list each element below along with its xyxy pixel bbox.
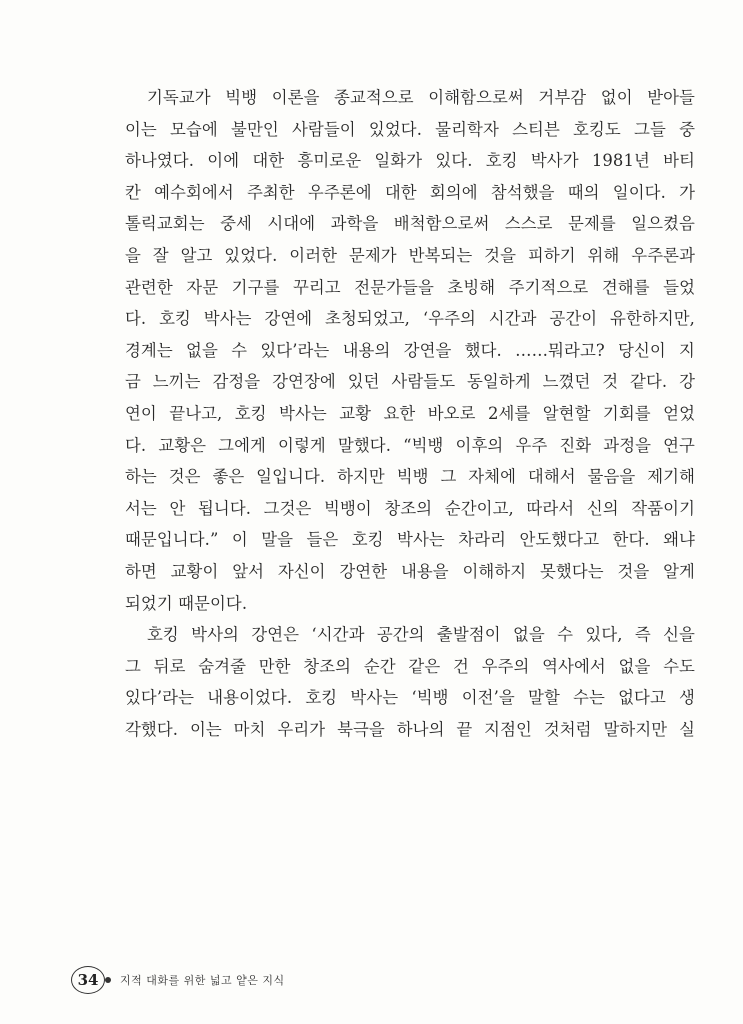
book-title: 지적 대화를 위한 넓고 얕은 지식 [120, 974, 285, 987]
text-line: 칸 예수회에서 주최한 우주론에 대한 회의에 참석했을 때의 일이다. 가 [125, 182, 695, 202]
text-line: 톨릭교회는 중세 시대에 과학을 배척함으로써 스스로 문제를 일으켰음 [125, 214, 695, 234]
text-line: 기독교가 빅뱅 이론을 종교적으로 이해함으로써 거부감 없이 받아들 [147, 88, 695, 107]
text-line: 서는 안 됩니다. 그것은 빅뱅이 창조의 순간이고, 따라서 신의 작품이기 [125, 498, 695, 518]
text-line: 다. 호킹 박사는 강연에 초청되었고, ‘우주의 시간과 공간이 유한하지만, [125, 309, 695, 329]
page-footer [71, 965, 285, 995]
text-line: 관련한 자문 기구를 꾸리고 전문가들을 초빙해 주기적으로 견해를 들었 [125, 277, 695, 297]
text-line: 때문입니다.” 이 말을 들은 호킹 박사는 차라리 안도했다고 한다. 왜냐 [125, 530, 695, 550]
text-line: 경계는 없을 수 있다’라는 내용의 강연을 했다. ……뭐라고? 당신이 지 [125, 340, 695, 360]
text-line: 호킹 박사의 강연은 ‘시간과 공간의 출발점이 없을 수 있다, 즉 신을 [147, 625, 695, 645]
text-line: 다. 교황은 그에게 이렇게 말했다. “빅뱅 이후의 우주 진화 과정을 연구 [125, 435, 695, 455]
text-line: 하는 것은 좋은 일입니다. 하지만 빅뱅 그 자체에 대해서 물음을 제기해 [125, 467, 695, 487]
text-line: 이는 모습에 불만인 사람들이 있었다. 물리학자 스티븐 호킹도 그들 중 [125, 119, 695, 139]
text-line: 되었기 때문이다. [125, 593, 248, 613]
text-line: 각했다. 이는 마치 우리가 북극을 하나의 끝 지점인 것처럼 말하지만 실 [125, 720, 695, 739]
text-line: 있다’라는 내용이었다. 호킹 박사는 ‘빅뱅 이전’을 말할 수는 없다고 생 [125, 688, 695, 708]
bullet-dot-icon [105, 977, 111, 983]
text-line: 하나였다. 이에 대한 흥미로운 일화가 있다. 호킹 박사가 1981년 바티 [125, 151, 695, 171]
page-number: 34 [71, 966, 105, 994]
text-line: 그 뒤로 숨겨줄 만한 창조의 순간 같은 건 우주의 역사에서 없을 수도 [125, 656, 695, 676]
text-line: 연이 끝나고, 호킹 박사는 교황 요한 바오로 2세를 알현할 기회를 얻었 [125, 404, 695, 423]
text-line: 금 느끼는 감정을 강연장에 있던 사람들도 동일하게 느꼈던 것 같다. 강 [125, 372, 695, 392]
text-line: 을 잘 알고 있었다. 이러한 문제가 반복되는 것을 피하기 위해 우주론과 [125, 246, 695, 265]
text-line: 하면 교황이 앞서 자신이 강연한 내용을 이해하지 못했다는 것을 알게 [125, 562, 695, 581]
